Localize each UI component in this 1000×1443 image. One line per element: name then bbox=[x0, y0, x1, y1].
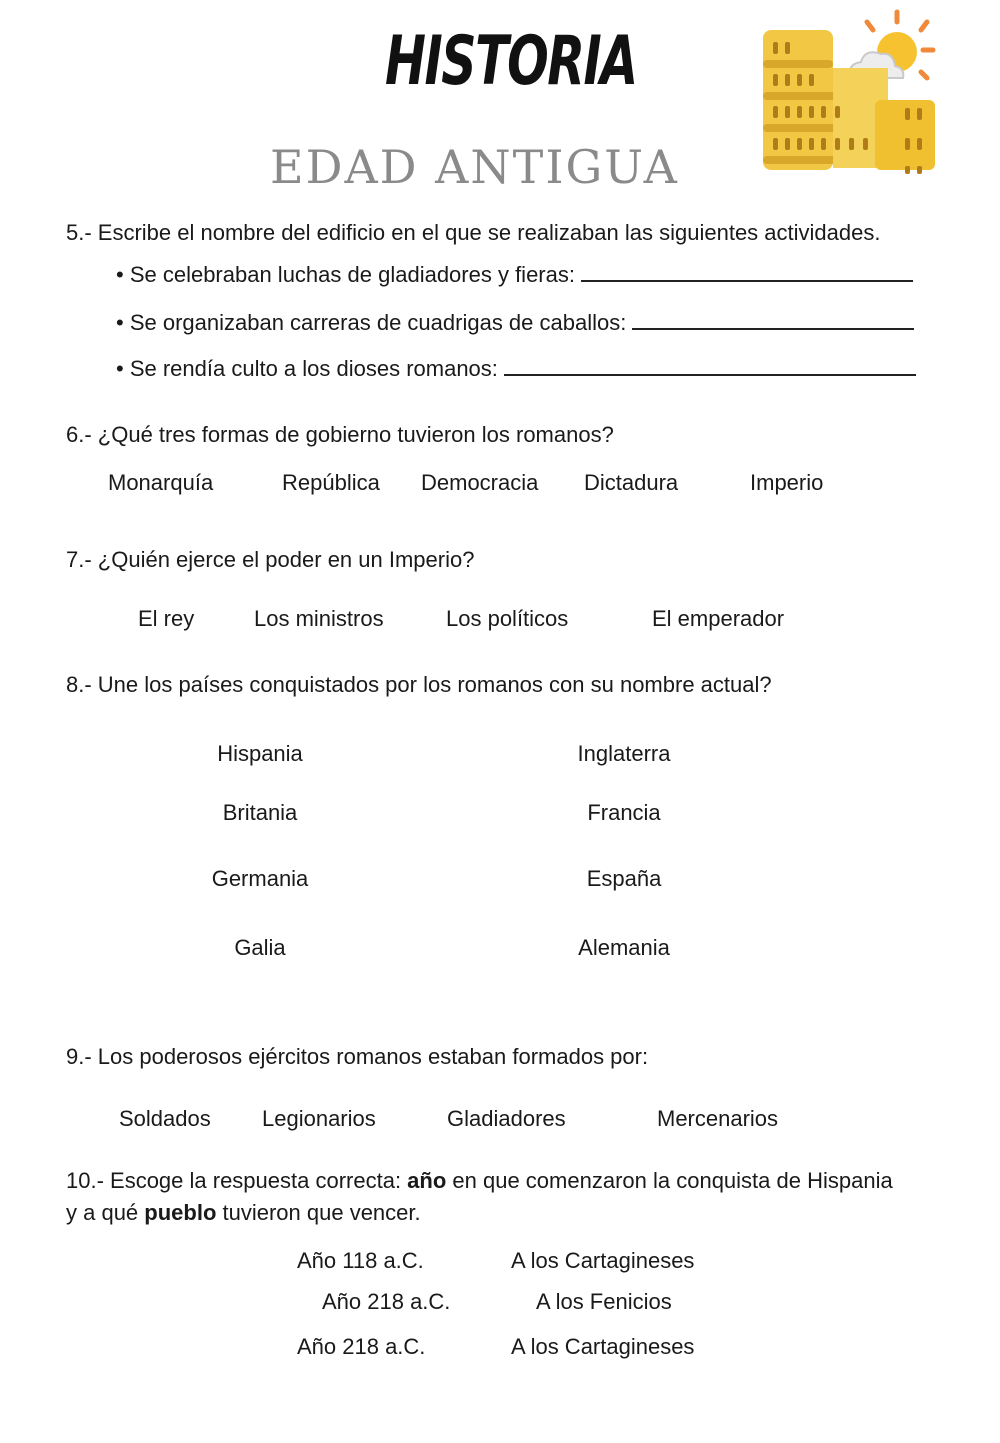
q10-prompt-text: tuvieron que vencer. bbox=[216, 1200, 421, 1225]
q5-answer-line-3[interactable] bbox=[504, 356, 916, 376]
q10-option-people[interactable]: A los Cartagineses bbox=[511, 1248, 695, 1273]
q7-option[interactable]: Los ministros bbox=[254, 606, 384, 631]
q10-prompt-text: en que comenzaron la conquista de Hispania bbox=[446, 1168, 893, 1193]
q8-ancient-name[interactable]: Hispania bbox=[217, 741, 303, 766]
q6-option[interactable]: República bbox=[282, 470, 380, 495]
question-8-prompt: 8.- Une los países conquistados por los romanos con su nombre actual? bbox=[66, 672, 772, 697]
q10-prompt-text: y a qué bbox=[66, 1200, 145, 1225]
q8-modern-name[interactable]: Inglaterra bbox=[577, 741, 671, 766]
q8-ancient-name[interactable]: Galia bbox=[234, 935, 286, 960]
q5-answer-line-2[interactable] bbox=[632, 310, 914, 330]
q9-option[interactable]: Legionarios bbox=[262, 1106, 376, 1131]
question-6-prompt: 6.- ¿Qué tres formas de gobierno tuvieron los romanos? bbox=[66, 422, 614, 447]
q6-option[interactable]: Imperio bbox=[750, 470, 824, 495]
question-10-prompt-line2 bbox=[66, 1200, 421, 1226]
q7-option[interactable]: El emperador bbox=[652, 606, 785, 631]
q9-option[interactable]: Mercenarios bbox=[657, 1106, 779, 1131]
q7-option[interactable]: El rey bbox=[138, 606, 195, 631]
q10-option-people[interactable]: A los Cartagineses bbox=[511, 1334, 695, 1359]
page-title: HISTORIA bbox=[385, 22, 637, 101]
question-10-prompt bbox=[66, 1168, 893, 1194]
q8-modern-name[interactable]: Alemania bbox=[578, 935, 670, 960]
q10-prompt-bold-year: año bbox=[407, 1168, 447, 1193]
q5-item-2-label: • Se organizaban carreras de cuadrigas de caballos: bbox=[116, 310, 627, 335]
q5-item-1 bbox=[116, 262, 913, 288]
q10-option-year[interactable]: Año 218 a.C. bbox=[297, 1334, 426, 1359]
page-subtitle: EDAD ANTIGUA bbox=[270, 140, 679, 194]
q6-option[interactable]: Democracia bbox=[421, 470, 539, 495]
q5-answer-line-1[interactable] bbox=[581, 262, 913, 282]
question-5-prompt: 5.- Escribe el nombre del edificio en el que se realizaban las siguientes actividades. bbox=[66, 220, 881, 245]
q8-modern-name[interactable]: España bbox=[586, 866, 662, 891]
q7-option[interactable]: Los políticos bbox=[446, 606, 569, 631]
q5-item-3-label: • Se rendía culto a los dioses romanos: bbox=[116, 356, 498, 381]
q10-prompt-text: 10.- Escoge la respuesta correcta: bbox=[66, 1168, 408, 1193]
q6-option[interactable]: Dictadura bbox=[584, 470, 679, 495]
q10-option-people[interactable]: A los Fenicios bbox=[536, 1289, 672, 1314]
q6-option[interactable]: Monarquía bbox=[108, 470, 214, 495]
q5-item-1-label: • Se celebraban luchas de gladiadores y fieras: bbox=[116, 262, 575, 287]
q10-option-year[interactable]: Año 118 a.C. bbox=[297, 1248, 424, 1273]
q10-option-year[interactable]: Año 218 a.C. bbox=[322, 1289, 451, 1314]
q9-option[interactable]: Soldados bbox=[119, 1106, 211, 1131]
q8-ancient-name[interactable]: Britania bbox=[222, 800, 298, 825]
q5-item-3 bbox=[116, 356, 916, 382]
question-7-prompt: 7.- ¿Quién ejerce el poder en un Imperio? bbox=[66, 547, 475, 572]
q8-modern-name[interactable]: Francia bbox=[587, 800, 661, 825]
q10-prompt-bold-people: pueblo bbox=[144, 1200, 217, 1225]
question-9-prompt: 9.- Los poderosos ejércitos romanos estaban formados por: bbox=[66, 1044, 649, 1069]
q8-ancient-name[interactable]: Germania bbox=[211, 866, 309, 891]
colosseum-icon bbox=[755, 8, 945, 178]
q5-item-2 bbox=[116, 310, 914, 336]
q9-option[interactable]: Gladiadores bbox=[447, 1106, 566, 1131]
